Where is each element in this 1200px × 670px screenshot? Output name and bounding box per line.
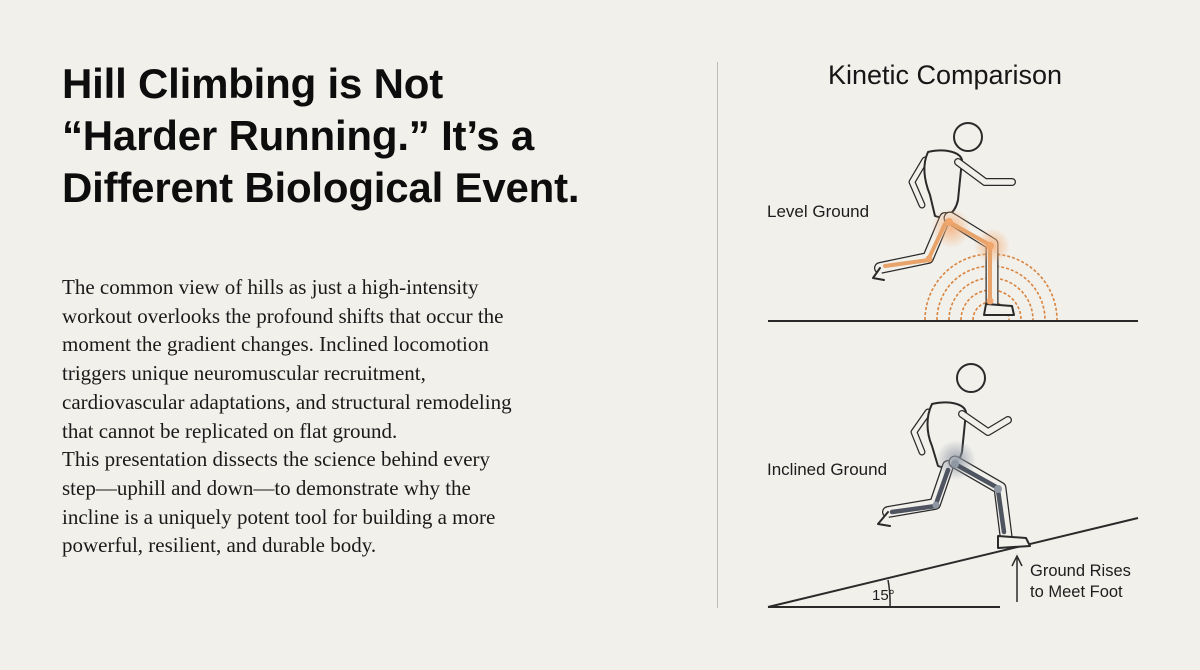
body-line: that cannot be replicated on flat ground. — [62, 418, 398, 443]
headline-line: “Harder Running.” It’s a — [62, 112, 535, 159]
body-line: triggers unique neuromuscular recruitment, — [62, 361, 426, 386]
note-line: Ground Rises — [1030, 562, 1131, 580]
body-line: workout overlooks the profound shifts that occur the — [62, 303, 504, 328]
note-line: to Meet Foot — [1030, 583, 1123, 601]
level-ground-label: Level Ground — [767, 202, 870, 221]
level-leg-bones — [885, 208, 1010, 305]
headline-line: Hill Climbing is Not — [62, 60, 443, 107]
body-line: incline is a uniquely potent tool for building a more — [62, 504, 496, 529]
body-line: moment the gradient changes. Inclined locomotion — [62, 332, 489, 357]
body-line: cardiovascular adaptations, and structural remodeling — [62, 389, 512, 414]
body-line: step—uphill and down—to demonstrate why the — [62, 475, 471, 500]
ground-rises-note — [1030, 561, 1131, 603]
body-line: powerful, resilient, and durable body. — [62, 533, 377, 558]
body-line: The common view of hills as just a high-intensity — [62, 275, 479, 299]
body-line: This presentation dissects the science behind every — [62, 447, 491, 472]
up-arrow-icon — [1012, 556, 1022, 602]
angle-label: 15° — [872, 587, 895, 604]
inclined-ground-label: Inclined Ground — [767, 460, 888, 479]
headline-line: Different Biological Event. — [62, 164, 580, 211]
diagram-title: Kinetic Comparison — [827, 60, 1063, 90]
